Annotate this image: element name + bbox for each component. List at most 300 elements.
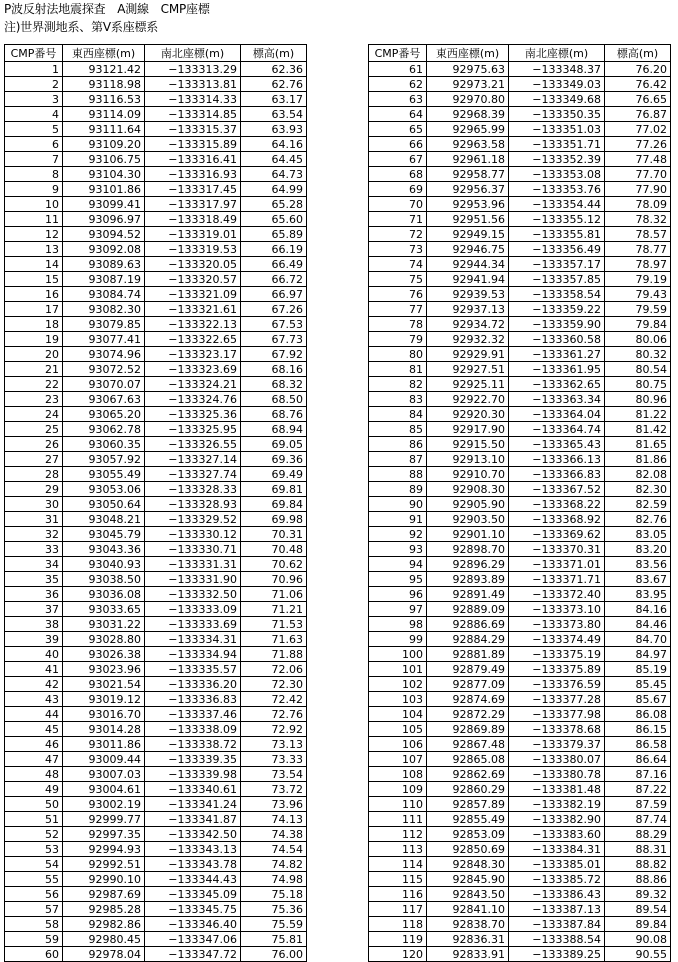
header-east-west: 東西座標(m) [63, 45, 145, 62]
cell-cmp-number: 76 [369, 287, 427, 302]
cell-cmp-number: 115 [369, 872, 427, 887]
cell-elevation: 76.42 [605, 77, 671, 92]
cell-elevation: 72.92 [241, 722, 307, 737]
cell-north-south: −133368.92 [509, 512, 605, 527]
table-row [369, 872, 671, 887]
cmp-table-left [4, 44, 307, 962]
cell-cmp-number: 116 [369, 887, 427, 902]
cell-elevation: 71.06 [241, 587, 307, 602]
cell-north-south: −133364.04 [509, 407, 605, 422]
cell-cmp-number: 13 [5, 242, 63, 257]
cell-east-west: 93094.52 [63, 227, 145, 242]
cell-east-west: 93079.85 [63, 317, 145, 332]
cell-cmp-number: 107 [369, 752, 427, 767]
cell-north-south: −133319.53 [145, 242, 241, 257]
cell-north-south: −133336.83 [145, 692, 241, 707]
cell-north-south: −133315.37 [145, 122, 241, 137]
cell-cmp-number: 88 [369, 467, 427, 482]
cell-north-south: −133321.61 [145, 302, 241, 317]
cell-north-south: −133385.01 [509, 857, 605, 872]
cell-cmp-number: 12 [5, 227, 63, 242]
cell-elevation: 67.73 [241, 332, 307, 347]
cell-east-west: 92848.30 [427, 857, 509, 872]
cell-cmp-number: 70 [369, 197, 427, 212]
cell-east-west: 92893.89 [427, 572, 509, 587]
cell-cmp-number: 110 [369, 797, 427, 812]
cell-north-south: −133344.43 [145, 872, 241, 887]
cell-east-west: 92944.34 [427, 257, 509, 272]
cell-east-west: 93002.19 [63, 797, 145, 812]
table-row [369, 212, 671, 227]
cell-east-west: 93070.07 [63, 377, 145, 392]
cell-cmp-number: 71 [369, 212, 427, 227]
table-row [369, 737, 671, 752]
cell-cmp-number: 46 [5, 737, 63, 752]
cell-east-west: 93109.20 [63, 137, 145, 152]
cell-east-west: 92833.91 [427, 947, 509, 962]
cell-north-south: −133345.75 [145, 902, 241, 917]
cell-east-west: 93062.78 [63, 422, 145, 437]
cell-elevation: 69.98 [241, 512, 307, 527]
cell-east-west: 93072.52 [63, 362, 145, 377]
cell-north-south: −133321.09 [145, 287, 241, 302]
cell-elevation: 68.16 [241, 362, 307, 377]
cell-cmp-number: 27 [5, 452, 63, 467]
table-header-row [369, 45, 671, 62]
cell-north-south: −133359.22 [509, 302, 605, 317]
cell-north-south: −133357.17 [509, 257, 605, 272]
table-row [369, 902, 671, 917]
table-row [369, 557, 671, 572]
cell-east-west: 92910.70 [427, 467, 509, 482]
cell-east-west: 92884.29 [427, 632, 509, 647]
cell-cmp-number: 100 [369, 647, 427, 662]
cell-east-west: 92990.10 [63, 872, 145, 887]
cell-north-south: −133333.09 [145, 602, 241, 617]
cell-cmp-number: 82 [369, 377, 427, 392]
cell-elevation: 71.88 [241, 647, 307, 662]
cell-north-south: −133339.35 [145, 752, 241, 767]
cell-east-west: 93043.36 [63, 542, 145, 557]
cell-cmp-number: 5 [5, 122, 63, 137]
cell-east-west: 92853.09 [427, 827, 509, 842]
cell-north-south: −133316.93 [145, 167, 241, 182]
cell-east-west: 92975.63 [427, 62, 509, 77]
cell-north-south: −133323.17 [145, 347, 241, 362]
cell-cmp-number: 19 [5, 332, 63, 347]
cell-elevation: 73.13 [241, 737, 307, 752]
cell-elevation: 79.59 [605, 302, 671, 317]
cell-north-south: −133348.37 [509, 62, 605, 77]
cell-elevation: 76.20 [605, 62, 671, 77]
cell-north-south: −133382.19 [509, 797, 605, 812]
cell-east-west: 93036.08 [63, 587, 145, 602]
cell-east-west: 93084.74 [63, 287, 145, 302]
cmp-table-right [368, 44, 671, 962]
table-row [369, 287, 671, 302]
cell-north-south: −133343.78 [145, 857, 241, 872]
cell-elevation: 87.16 [605, 767, 671, 782]
cell-elevation: 66.49 [241, 257, 307, 272]
cell-elevation: 69.84 [241, 497, 307, 512]
cell-cmp-number: 72 [369, 227, 427, 242]
cell-elevation: 72.06 [241, 662, 307, 677]
table-row [369, 692, 671, 707]
cell-cmp-number: 120 [369, 947, 427, 962]
cell-east-west: 92958.77 [427, 167, 509, 182]
cell-north-south: −133322.13 [145, 317, 241, 332]
cell-cmp-number: 80 [369, 347, 427, 362]
cell-cmp-number: 49 [5, 782, 63, 797]
cell-north-south: −133367.52 [509, 482, 605, 497]
table-row [369, 932, 671, 947]
cell-cmp-number: 111 [369, 812, 427, 827]
table-row [5, 377, 307, 392]
table-row [369, 62, 671, 77]
cell-cmp-number: 66 [369, 137, 427, 152]
cell-north-south: −133389.25 [509, 947, 605, 962]
cell-north-south: −133358.54 [509, 287, 605, 302]
table-row [5, 137, 307, 152]
cell-north-south: −133333.69 [145, 617, 241, 632]
cell-cmp-number: 24 [5, 407, 63, 422]
cell-elevation: 79.84 [605, 317, 671, 332]
cell-elevation: 74.82 [241, 857, 307, 872]
table-row [369, 167, 671, 182]
cell-elevation: 84.97 [605, 647, 671, 662]
table-row [5, 287, 307, 302]
header-elevation: 標高(m) [605, 45, 671, 62]
cell-cmp-number: 58 [5, 917, 63, 932]
cell-cmp-number: 89 [369, 482, 427, 497]
cell-north-south: −133384.31 [509, 842, 605, 857]
cell-elevation: 77.90 [605, 182, 671, 197]
table-row [5, 752, 307, 767]
cell-elevation: 87.22 [605, 782, 671, 797]
table-row [5, 782, 307, 797]
cell-north-south: −133347.06 [145, 932, 241, 947]
table-row [369, 662, 671, 677]
cell-east-west: 92841.10 [427, 902, 509, 917]
cell-east-west: 92898.70 [427, 542, 509, 557]
table-row [5, 242, 307, 257]
table-row [369, 857, 671, 872]
cell-cmp-number: 103 [369, 692, 427, 707]
cell-elevation: 65.60 [241, 212, 307, 227]
cell-east-west: 92929.91 [427, 347, 509, 362]
cell-east-west: 93087.19 [63, 272, 145, 287]
cell-elevation: 75.36 [241, 902, 307, 917]
cell-elevation: 76.65 [605, 92, 671, 107]
cell-east-west: 93045.79 [63, 527, 145, 542]
cell-north-south: −133330.71 [145, 542, 241, 557]
cell-elevation: 81.42 [605, 422, 671, 437]
cell-cmp-number: 81 [369, 362, 427, 377]
cell-north-south: −133388.54 [509, 932, 605, 947]
cell-cmp-number: 118 [369, 917, 427, 932]
table-row [5, 497, 307, 512]
cell-east-west: 92965.99 [427, 122, 509, 137]
table-row [5, 647, 307, 662]
cell-cmp-number: 21 [5, 362, 63, 377]
cell-north-south: −133360.58 [509, 332, 605, 347]
cell-north-south: −133313.29 [145, 62, 241, 77]
cell-cmp-number: 61 [369, 62, 427, 77]
table-row [369, 362, 671, 377]
cell-north-south: −133317.97 [145, 197, 241, 212]
cell-elevation: 89.54 [605, 902, 671, 917]
cell-east-west: 92877.09 [427, 677, 509, 692]
cell-east-west: 92999.77 [63, 812, 145, 827]
table-row [5, 842, 307, 857]
cell-east-west: 92994.93 [63, 842, 145, 857]
table-row [369, 917, 671, 932]
cell-cmp-number: 105 [369, 722, 427, 737]
cell-elevation: 75.59 [241, 917, 307, 932]
cell-cmp-number: 69 [369, 182, 427, 197]
cell-cmp-number: 16 [5, 287, 63, 302]
cell-cmp-number: 91 [369, 512, 427, 527]
cell-elevation: 85.19 [605, 662, 671, 677]
cell-east-west: 93067.63 [63, 392, 145, 407]
cell-elevation: 90.55 [605, 947, 671, 962]
cell-cmp-number: 9 [5, 182, 63, 197]
cell-east-west: 93116.53 [63, 92, 145, 107]
cell-north-south: −133318.49 [145, 212, 241, 227]
cell-cmp-number: 109 [369, 782, 427, 797]
cell-east-west: 92860.29 [427, 782, 509, 797]
cell-north-south: −133327.74 [145, 467, 241, 482]
cell-east-west: 92978.04 [63, 947, 145, 962]
cell-east-west: 92836.31 [427, 932, 509, 947]
cell-north-south: −133335.57 [145, 662, 241, 677]
cell-east-west: 92992.51 [63, 857, 145, 872]
table-row [369, 482, 671, 497]
cell-cmp-number: 7 [5, 152, 63, 167]
cell-east-west: 93074.96 [63, 347, 145, 362]
cell-east-west: 93038.50 [63, 572, 145, 587]
cell-elevation: 83.67 [605, 572, 671, 587]
cell-elevation: 81.22 [605, 407, 671, 422]
cell-north-south: −133371.71 [509, 572, 605, 587]
cell-north-south: −133322.65 [145, 332, 241, 347]
cell-elevation: 70.96 [241, 572, 307, 587]
table-row [369, 677, 671, 692]
cell-north-south: −133317.45 [145, 182, 241, 197]
cell-east-west: 92913.10 [427, 452, 509, 467]
table-row [5, 62, 307, 77]
cell-east-west: 93048.21 [63, 512, 145, 527]
cell-east-west: 92922.70 [427, 392, 509, 407]
cell-elevation: 88.31 [605, 842, 671, 857]
table-row [369, 182, 671, 197]
cell-north-south: −133320.57 [145, 272, 241, 287]
cell-elevation: 73.33 [241, 752, 307, 767]
cell-north-south: −133314.85 [145, 107, 241, 122]
cell-north-south: −133359.90 [509, 317, 605, 332]
cell-east-west: 93019.12 [63, 692, 145, 707]
table-row [369, 452, 671, 467]
cell-elevation: 74.13 [241, 812, 307, 827]
cell-elevation: 78.57 [605, 227, 671, 242]
cell-cmp-number: 2 [5, 77, 63, 92]
cell-elevation: 86.64 [605, 752, 671, 767]
table-row [5, 737, 307, 752]
cell-cmp-number: 68 [369, 167, 427, 182]
cell-cmp-number: 51 [5, 812, 63, 827]
cell-east-west: 92896.29 [427, 557, 509, 572]
cell-cmp-number: 18 [5, 317, 63, 332]
table-row [369, 797, 671, 812]
table-row [369, 617, 671, 632]
cell-elevation: 62.36 [241, 62, 307, 77]
table-row [5, 692, 307, 707]
cell-cmp-number: 77 [369, 302, 427, 317]
cell-north-south: −133371.01 [509, 557, 605, 572]
cell-cmp-number: 106 [369, 737, 427, 752]
cell-north-south: −133316.41 [145, 152, 241, 167]
cell-cmp-number: 67 [369, 152, 427, 167]
cell-east-west: 92903.50 [427, 512, 509, 527]
cell-east-west: 92901.10 [427, 527, 509, 542]
cell-cmp-number: 97 [369, 602, 427, 617]
cell-elevation: 81.86 [605, 452, 671, 467]
cell-cmp-number: 31 [5, 512, 63, 527]
table-row [5, 302, 307, 317]
cell-elevation: 63.54 [241, 107, 307, 122]
cell-elevation: 86.15 [605, 722, 671, 737]
cell-cmp-number: 90 [369, 497, 427, 512]
cell-cmp-number: 50 [5, 797, 63, 812]
table-row [369, 812, 671, 827]
cell-cmp-number: 117 [369, 902, 427, 917]
cell-elevation: 79.43 [605, 287, 671, 302]
table-row [369, 407, 671, 422]
cell-elevation: 89.84 [605, 917, 671, 932]
cell-elevation: 69.81 [241, 482, 307, 497]
cell-north-south: −133375.89 [509, 662, 605, 677]
cell-east-west: 92857.89 [427, 797, 509, 812]
cell-elevation: 80.06 [605, 332, 671, 347]
cell-cmp-number: 20 [5, 347, 63, 362]
cell-elevation: 78.09 [605, 197, 671, 212]
cell-north-south: −133365.43 [509, 437, 605, 452]
cell-north-south: −133376.59 [509, 677, 605, 692]
cell-north-south: −133324.21 [145, 377, 241, 392]
cell-east-west: 92869.89 [427, 722, 509, 737]
cell-cmp-number: 83 [369, 392, 427, 407]
cell-elevation: 84.46 [605, 617, 671, 632]
cell-cmp-number: 28 [5, 467, 63, 482]
table-row [5, 722, 307, 737]
cell-east-west: 93009.44 [63, 752, 145, 767]
header-elevation: 標高(m) [241, 45, 307, 62]
cell-north-south: −133387.13 [509, 902, 605, 917]
table-row [369, 92, 671, 107]
cell-east-west: 92934.72 [427, 317, 509, 332]
cell-north-south: −133373.10 [509, 602, 605, 617]
table-row [369, 707, 671, 722]
cell-east-west: 93026.38 [63, 647, 145, 662]
cell-elevation: 82.08 [605, 467, 671, 482]
cell-elevation: 68.50 [241, 392, 307, 407]
cell-east-west: 93040.93 [63, 557, 145, 572]
cell-north-south: −133345.09 [145, 887, 241, 902]
table-row [5, 572, 307, 587]
table-row [5, 947, 307, 962]
cell-cmp-number: 30 [5, 497, 63, 512]
table-row [369, 437, 671, 452]
cell-elevation: 69.36 [241, 452, 307, 467]
cell-north-south: −133331.31 [145, 557, 241, 572]
cell-east-west: 93101.86 [63, 182, 145, 197]
cell-elevation: 67.92 [241, 347, 307, 362]
cell-elevation: 72.42 [241, 692, 307, 707]
cell-elevation: 85.45 [605, 677, 671, 692]
table-row [5, 122, 307, 137]
cell-north-south: −133314.33 [145, 92, 241, 107]
cell-north-south: −133340.61 [145, 782, 241, 797]
cell-cmp-number: 34 [5, 557, 63, 572]
cell-east-west: 93089.63 [63, 257, 145, 272]
cell-north-south: −133373.80 [509, 617, 605, 632]
cell-east-west: 92980.45 [63, 932, 145, 947]
cell-elevation: 72.30 [241, 677, 307, 692]
cell-cmp-number: 35 [5, 572, 63, 587]
table-row [369, 77, 671, 92]
cell-north-south: −133357.85 [509, 272, 605, 287]
cell-east-west: 92951.56 [427, 212, 509, 227]
cell-cmp-number: 42 [5, 677, 63, 692]
table-row [5, 467, 307, 482]
cell-cmp-number: 92 [369, 527, 427, 542]
cell-cmp-number: 94 [369, 557, 427, 572]
cell-elevation: 71.53 [241, 617, 307, 632]
cell-north-south: −133325.36 [145, 407, 241, 422]
cell-east-west: 92946.75 [427, 242, 509, 257]
table-row [5, 557, 307, 572]
cell-elevation: 83.95 [605, 587, 671, 602]
cell-elevation: 68.76 [241, 407, 307, 422]
cell-cmp-number: 63 [369, 92, 427, 107]
cell-east-west: 92953.96 [427, 197, 509, 212]
cell-elevation: 70.62 [241, 557, 307, 572]
cell-elevation: 82.76 [605, 512, 671, 527]
cell-elevation: 86.08 [605, 707, 671, 722]
cell-cmp-number: 26 [5, 437, 63, 452]
table-row [369, 572, 671, 587]
cell-elevation: 70.31 [241, 527, 307, 542]
cell-cmp-number: 62 [369, 77, 427, 92]
cell-north-south: −133363.34 [509, 392, 605, 407]
table-row [369, 497, 671, 512]
cell-cmp-number: 98 [369, 617, 427, 632]
coordinate-system-note: 注)世界測地系、第Ⅴ系座標系 [4, 20, 159, 34]
cell-elevation: 80.96 [605, 392, 671, 407]
cell-cmp-number: 112 [369, 827, 427, 842]
cell-elevation: 64.73 [241, 167, 307, 182]
cell-north-south: −133385.72 [509, 872, 605, 887]
cell-east-west: 93106.75 [63, 152, 145, 167]
cell-east-west: 93053.06 [63, 482, 145, 497]
cell-north-south: −133377.98 [509, 707, 605, 722]
cell-east-west: 92963.58 [427, 137, 509, 152]
table-row [369, 422, 671, 437]
cell-cmp-number: 87 [369, 452, 427, 467]
table-row [5, 632, 307, 647]
table-row [5, 392, 307, 407]
cell-east-west: 93111.64 [63, 122, 145, 137]
